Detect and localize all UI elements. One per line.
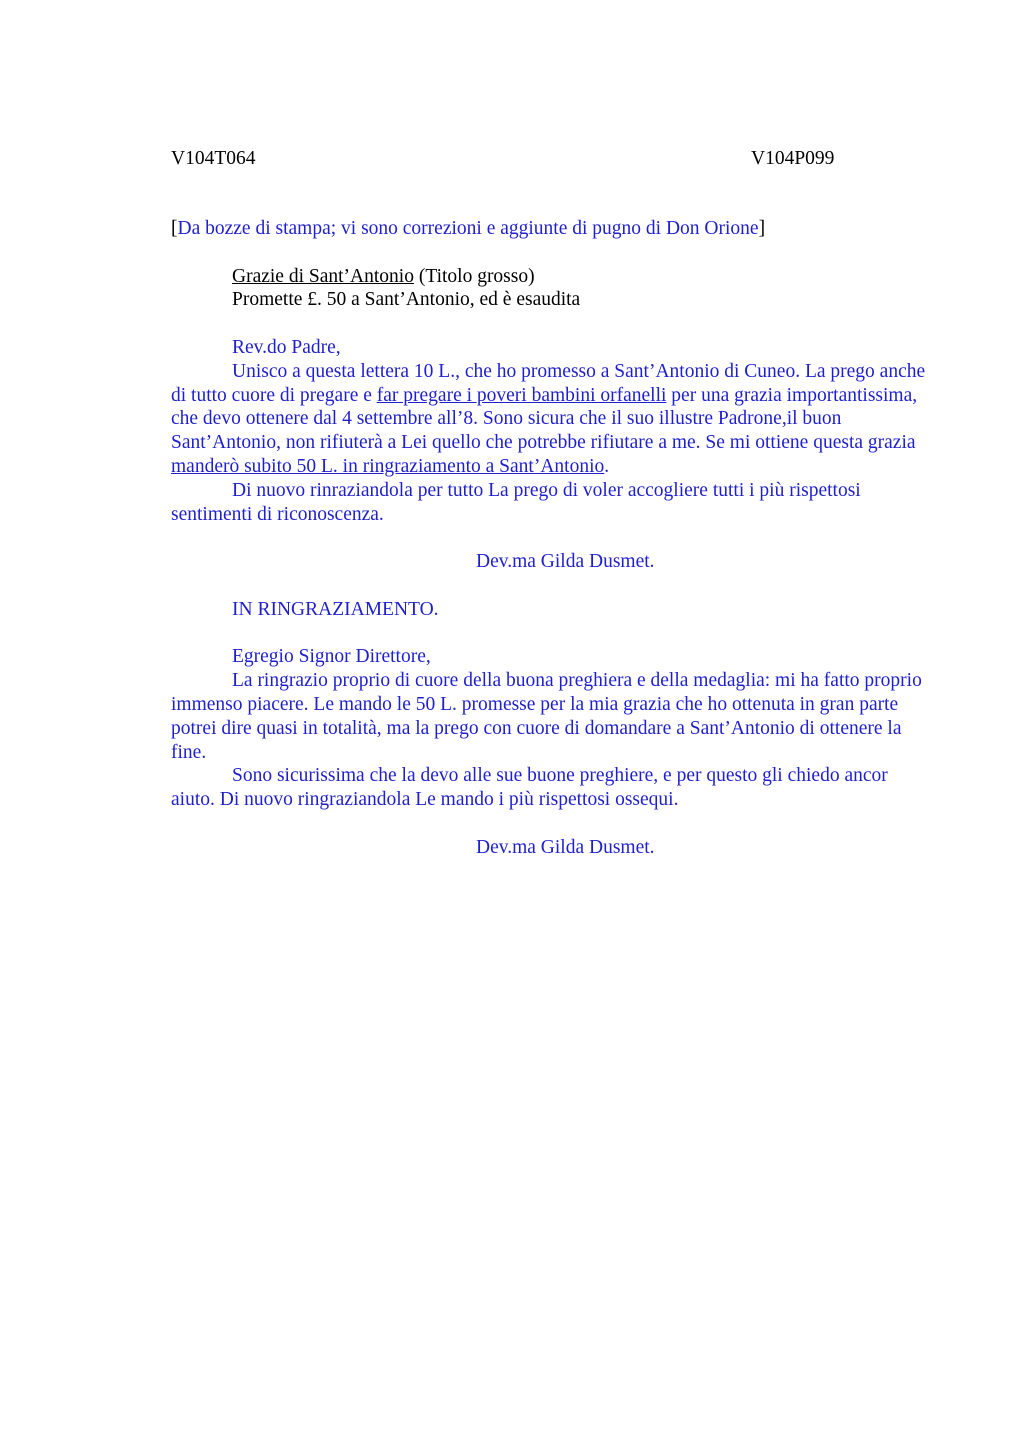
letter1-p1-end: . — [604, 455, 610, 477]
document-code-right: V104P099 — [751, 148, 835, 169]
letter2-paragraph-1: La ringrazio proprio di cuore della buona preghiera e della medaglia: mi ha fatto proprio immenso piacere. Le mando le 50 L. promesse per la mia grazia che ho ottenuta in gran parte potrei dire quasi in totalità, ma la prego con cuore di domandare a Sant’Antonio di ottenere la fine. — [171, 670, 922, 763]
letter1-paragraph-2: Di nuovo rinraziandola per tutto La prego di voler accogliere tutti i più rispettosi sentimenti di riconoscenza. — [171, 479, 861, 525]
article-title — [171, 265, 931, 289]
note-close-bracket: ] — [758, 218, 766, 239]
letter1-p1-part1: Unisco a questa lettera 10 L., che ho promesso a Sant’Antonio di Cuneo. La prego anche di tutto cuore di pregare e — [171, 360, 926, 406]
letter2-signature: Dev.ma Gilda Dusmet. — [476, 836, 655, 858]
letter1-p1-underlined-2: manderò subito 50 L. in ringraziamento a Sant’Antonio — [171, 455, 605, 477]
article-title-note: (Titolo grosso) — [413, 265, 535, 287]
article-subtitle: Promette £. 50 a Sant’Antonio, ed è esaudita — [232, 289, 581, 311]
article-title-underlined: Grazie di Sant’Antonio — [232, 265, 414, 287]
letter1-salutation: Rev.do Padre, — [232, 336, 341, 358]
letter1-p1-part2: per una grazia importantissima, che devo ottenere dal 4 settembre all’8. Sono sicura che il suo illustre Padrone,il buon Sant’Antonio, non rifiuterà a Lei quello che potrebbe rifiutare a me. Se mi ottiene questa grazia — [171, 384, 918, 454]
letter2-salutation: Egregio Signor Direttore, — [232, 646, 431, 668]
document-body — [171, 217, 931, 860]
note-text: Da bozze di stampa; vi sono correzioni e aggiunte di pugno di Don Orione — [177, 218, 759, 239]
document-code-left: V104T064 — [171, 148, 256, 169]
letter1-signature: Dev.ma Gilda Dusmet. — [476, 551, 655, 573]
letter1-paragraph-1 — [171, 360, 931, 479]
letter2-paragraph-2: Sono sicurissima che la devo alle sue buone preghiere, e per questo gli chiedo ancor aiuto. Di nuovo ringraziandola Le mando i più rispettosi ossequi. — [171, 765, 888, 811]
note-open-bracket: [ — [171, 218, 178, 239]
letter1-p1-underlined-1: far pregare i poveri bambini orfanelli — [376, 384, 667, 406]
editorial-note — [171, 217, 931, 241]
letter2-heading: IN RINGRAZIAMENTO. — [232, 598, 439, 620]
